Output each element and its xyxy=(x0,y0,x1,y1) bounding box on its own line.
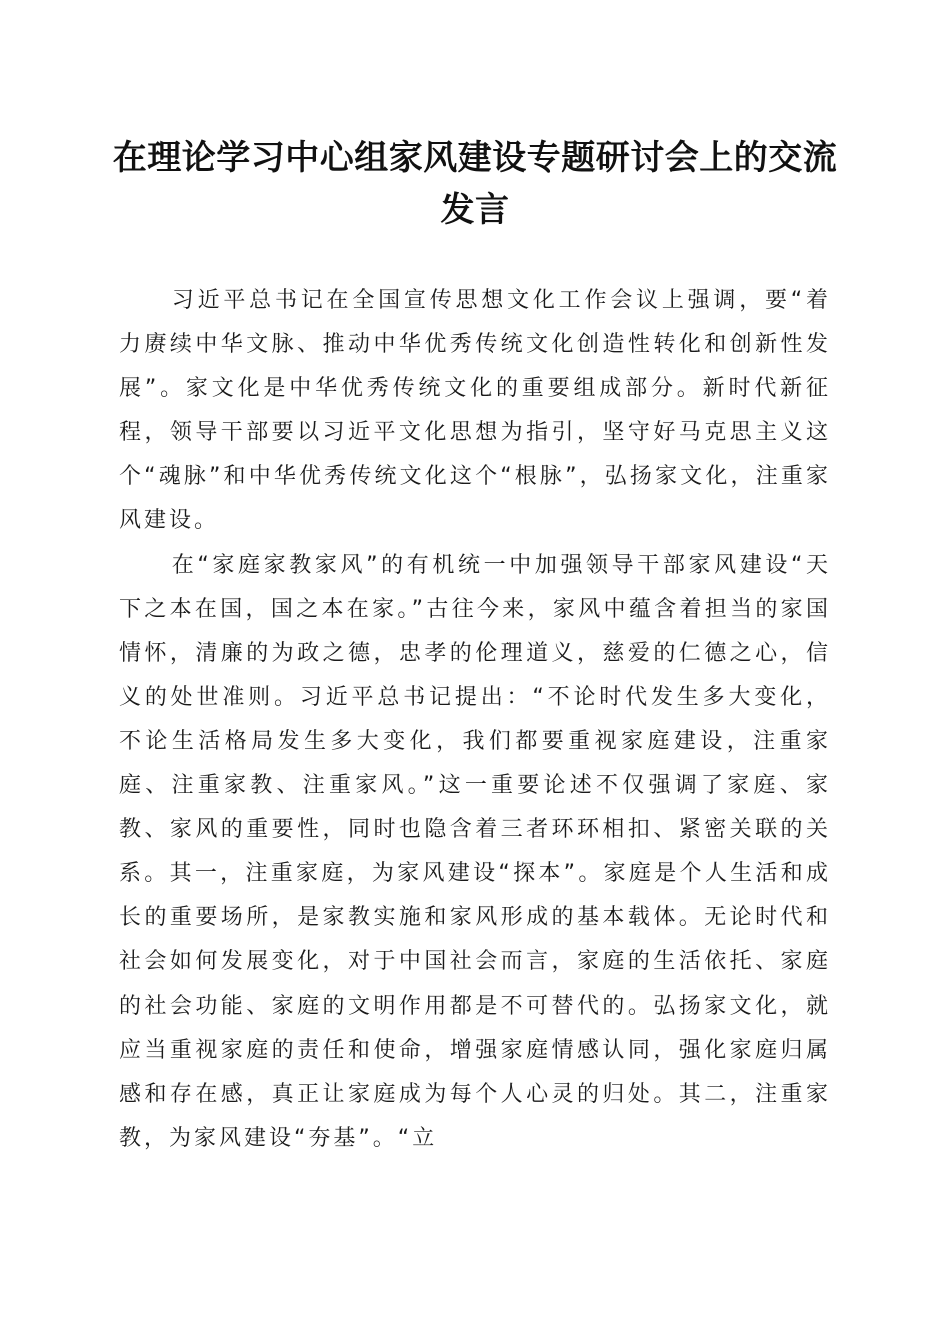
document-title: 在理论学习中心组家风建设专题研讨会上的交流发言 xyxy=(112,138,838,230)
paragraph-1: 习近平总书记在全国宣传思想文化工作会议上强调，要“着力赓续中华文脉、推动中华优秀传统文化创造性转化和创新性发展”。家文化是中华优秀传统文化的重要组成部分。新时代新征程，领导干部要以习近平文化思想为指引，坚守好马克思主义这个“魂脉”和中华优秀传统文化这个“根脉”，弘扬家文化，注重家风建设。 xyxy=(119,288,831,534)
paragraph-2: 在“家庭家教家风”的有机统一中加强领导干部家风建设“天下之本在国，国之本在家。”古往今来，家风中蕴含着担当的家国情怀，清廉的为政之德，忠孝的伦理道义，慈爱的仁德之心，信义的处世准则。习近平总书记提出：“不论时代发生多大变化，不论生活格局发生多大变化，我们都要重视家庭建设，注重家庭、注重家教、注重家风。”这一重要论述不仅强调了家庭、家教、家风的重要性，同时也隐含着三者环环相扣、紧密关联的关系。其一，注重家庭，为家风建设“探本”。家庭是个人生活和成长的重要场所，是家教实施和家风形成的基本载体。无论时代和社会如何发展变化，对于中国社会而言，家庭的生活依托、家庭的社会功能、家庭的文明作用都是不可替代的。弘扬家文化，就应当重视家庭的责任和使命，增强家庭情感认同，强化家庭归属感和存在感，真正让家庭成为每个人心灵的归处。其二，注重家教，为家风建设“夯基”。“立 xyxy=(119,552,831,1151)
document-body xyxy=(119,279,831,1161)
